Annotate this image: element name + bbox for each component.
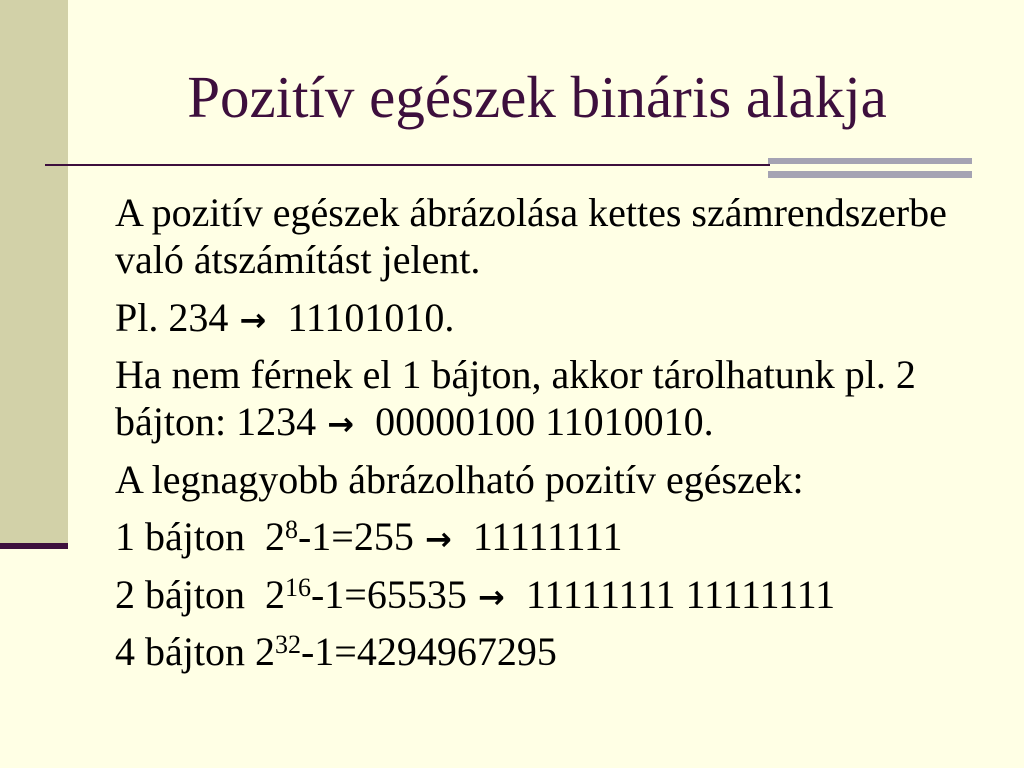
text-segment: 1 bájton 2 <box>115 514 285 559</box>
paragraph-line: Ha nem férnek el 1 bájton, akkor tárolhatunk pl. 2 <box>115 352 916 397</box>
title-rule-gray-bar-upper <box>768 158 972 164</box>
paragraph-line <box>115 628 995 675</box>
text-segment: bájton: 1234 <box>115 399 327 444</box>
text-segment: -1=255 <box>297 514 424 559</box>
paragraph-four-byte <box>115 628 995 675</box>
text-segment: 11111111 <box>462 514 623 559</box>
text-segment: -1=65535 <box>310 571 477 617</box>
paragraph-line: A pozitív egészek ábrázolása kettes számrendszerbe <box>115 190 947 235</box>
exponent: 16 <box>284 572 311 602</box>
text-segment: 4 bájton 2 <box>115 629 275 674</box>
paragraph-max-values <box>115 456 995 503</box>
paragraph-line: Pl. 234 → 11101010. <box>115 294 455 340</box>
paragraph-intro <box>115 189 995 283</box>
paragraph-line: bájton: 1234 → 00000100 11010010. <box>115 399 714 444</box>
paragraph-line: A legnagyobb ábrázolható pozitív egészek: <box>115 456 804 502</box>
text-segment: 00000100 11010010. <box>365 399 714 444</box>
text-segment: 2 bájton 2 <box>115 571 285 617</box>
paragraph-two-byte <box>115 571 995 618</box>
exponent: 8 <box>284 515 298 544</box>
paragraph-two-bytes <box>115 351 995 445</box>
paragraph-line: 2 bájton $2^{16}-1=65535 \to 11111111$ 11111111 <box>115 571 836 617</box>
slide-body <box>115 189 995 686</box>
side-band-accent-bar <box>0 543 68 549</box>
text-segment: 11111111 11111111 <box>515 571 836 617</box>
paragraph-one-byte <box>115 513 995 560</box>
slide-title: Pozitív egészek bináris alakja <box>187 64 887 130</box>
text-segment: -1=4294967295 <box>300 629 557 674</box>
paragraph-line: 1 bájton $2^8-1=255 \to 11111111$ <box>115 514 623 559</box>
paragraph-example <box>115 294 995 341</box>
title-rule <box>45 164 770 166</box>
text-segment: Pl. 234 <box>115 294 239 340</box>
side-band <box>0 0 68 543</box>
paragraph-line: való átszámítást jelent. <box>115 237 481 282</box>
text-segment: 11101010. <box>277 294 455 340</box>
exponent: 32 <box>274 630 301 659</box>
title-rule-gray-bar-lower <box>768 171 972 178</box>
